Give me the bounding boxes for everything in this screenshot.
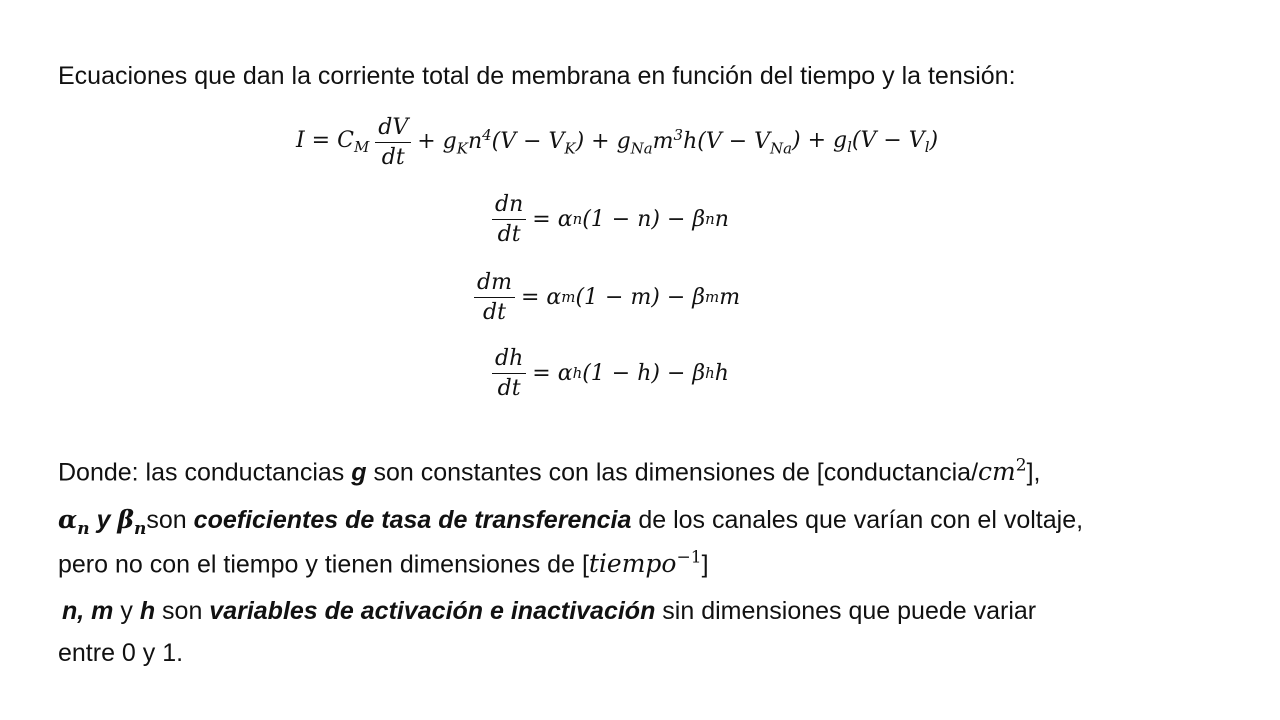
- dh-dt-fraction: $\frac{dh}{dt}$: [492, 346, 526, 401]
- dm-dt-fraction: $\frac{dm}{dt}$: [474, 270, 515, 325]
- h-gating-equation: $\frac{dh}{dt}$ = α h (1 − h) − β h h: [486, 341, 729, 405]
- alpha-symbol: $\alpha_n$: [58, 505, 90, 539]
- eq-lhs: $I = C_M$: [296, 127, 370, 157]
- rate-coefficients-description: $\alpha_n$ y $\beta_nson$ coeficientes de tasa de transferencia de los canales que varían con el voltaje,: [58, 505, 1084, 539]
- membrane-current-equation: [296, 110, 938, 174]
- conductance-description: Donde: las conductancias g son constantes con las dimensiones de $[conductancia/cm^2]$,: [58, 456, 1041, 487]
- n-gating-equation: $\frac{dn}{dt}$ = α n (1 − n) − β n n: [486, 187, 729, 251]
- cm-symbol: $cm^2$: [978, 456, 1027, 487]
- leak-term: ) + $g_l(V - V_l)$: [792, 127, 939, 157]
- rate-coefficients-line2: pero no con el tiempo y tienen dimensiones de [tiempo$^{-1}$]: [58, 548, 709, 579]
- m-gating-equation: $\frac{dm}{dt}$ = α m (1 − m) − β m m: [468, 265, 740, 329]
- beta-symbol: $\beta_n$: [117, 505, 147, 539]
- gating-variables-description: n, m y h son variables de activación e inactivación sin dimensiones que puede variar: [62, 597, 1037, 625]
- dv-dt-fraction: $\frac{dV}{dt}$: [375, 115, 411, 170]
- tiempo-symbol: tiempo$^{-1}$: [588, 548, 702, 579]
- slide-heading: Ecuaciones que dan la corriente total de membrana en función del tiempo y la tensión:: [58, 62, 1016, 90]
- potassium-term: + $g_Kn^4(V - V_K$: [417, 126, 576, 158]
- dn-dt-fraction: $\frac{dn}{dt}$: [492, 192, 526, 247]
- gating-variables-line2: entre 0 y 1.: [58, 639, 184, 667]
- sodium-term: ) + $g_{Na}m^3h(V - V_{Na}$: [575, 126, 793, 158]
